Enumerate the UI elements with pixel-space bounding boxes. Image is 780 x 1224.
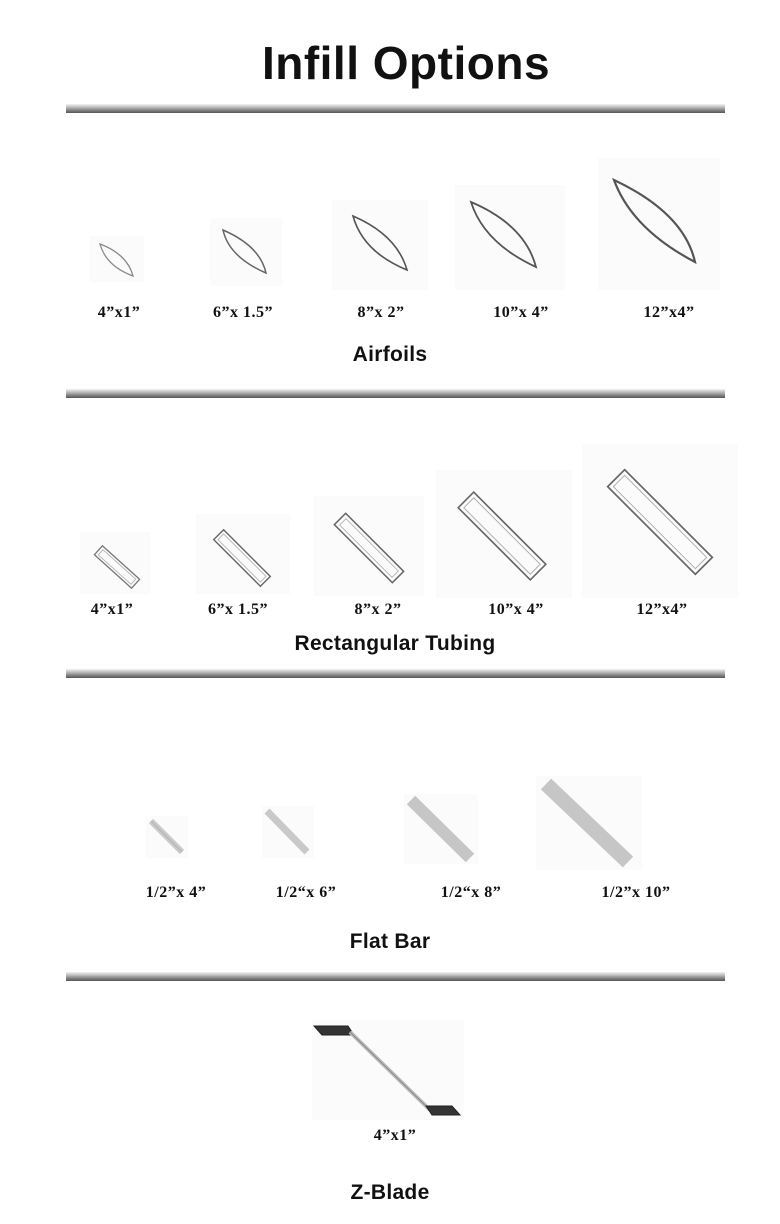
flat-bar-half-x8-icon bbox=[404, 794, 478, 864]
airfoil-10x4-icon bbox=[455, 185, 565, 290]
airfoils-title: Airfoils bbox=[352, 343, 428, 366]
flat-bar-half-x6-icon bbox=[262, 806, 314, 858]
airfoil-4x1-label: 4”x1” bbox=[97, 304, 141, 321]
airfoil-12x4-label: 12”x4” bbox=[643, 304, 695, 321]
section-divider bbox=[66, 972, 725, 981]
rect-tube-10x4-label: 10”x 4” bbox=[488, 601, 544, 618]
flat-bar-half-x10-icon bbox=[536, 776, 642, 870]
airfoil-8x2-icon bbox=[332, 200, 428, 290]
airfoil-4x1-icon bbox=[90, 236, 144, 282]
rect-tube-6x1.5-label: 6”x 1.5” bbox=[208, 601, 268, 618]
rectangular-tubing-title: Rectangular Tubing bbox=[294, 632, 496, 655]
z-blade-icon bbox=[312, 1020, 464, 1120]
section-divider bbox=[66, 669, 725, 678]
flat-bar-half-x10-label: 1/2”x 10” bbox=[601, 884, 671, 901]
section-divider bbox=[66, 104, 725, 113]
flat-bar-title: Flat Bar bbox=[349, 930, 431, 953]
page-title: Infill Options bbox=[261, 37, 551, 89]
rect-tube-8x2-label: 8”x 2” bbox=[354, 601, 402, 618]
airfoil-10x4-label: 10”x 4” bbox=[493, 304, 549, 321]
airfoil-6x1.5-icon bbox=[210, 218, 282, 286]
airfoil-8x2-label: 8”x 2” bbox=[357, 304, 405, 321]
airfoil-12x4-icon bbox=[598, 158, 720, 290]
flat-bar-half-x6-label: 1/2“x 6” bbox=[275, 884, 337, 901]
z-blade-4x1-label: 4”x1” bbox=[373, 1127, 417, 1144]
rect-tube-6x1.5-icon bbox=[196, 514, 290, 594]
section-divider bbox=[66, 389, 725, 398]
rect-tube-12x4-label: 12”x4” bbox=[636, 601, 688, 618]
rect-tube-12x4-icon bbox=[582, 444, 738, 598]
rect-tube-4x1-icon bbox=[80, 532, 150, 594]
flat-bar-half-x4-icon bbox=[146, 816, 188, 858]
z-blade-title: Z-Blade bbox=[350, 1181, 430, 1204]
rect-tube-4x1-label: 4”x1” bbox=[90, 601, 134, 618]
flat-bar-half-x4-label: 1/2”x 4” bbox=[145, 884, 207, 901]
airfoil-6x1.5-label: 6”x 1.5” bbox=[213, 304, 273, 321]
rect-tube-10x4-icon bbox=[436, 470, 572, 598]
flat-bar-half-x8-label: 1/2“x 8” bbox=[440, 884, 502, 901]
rect-tube-8x2-icon bbox=[314, 496, 424, 596]
